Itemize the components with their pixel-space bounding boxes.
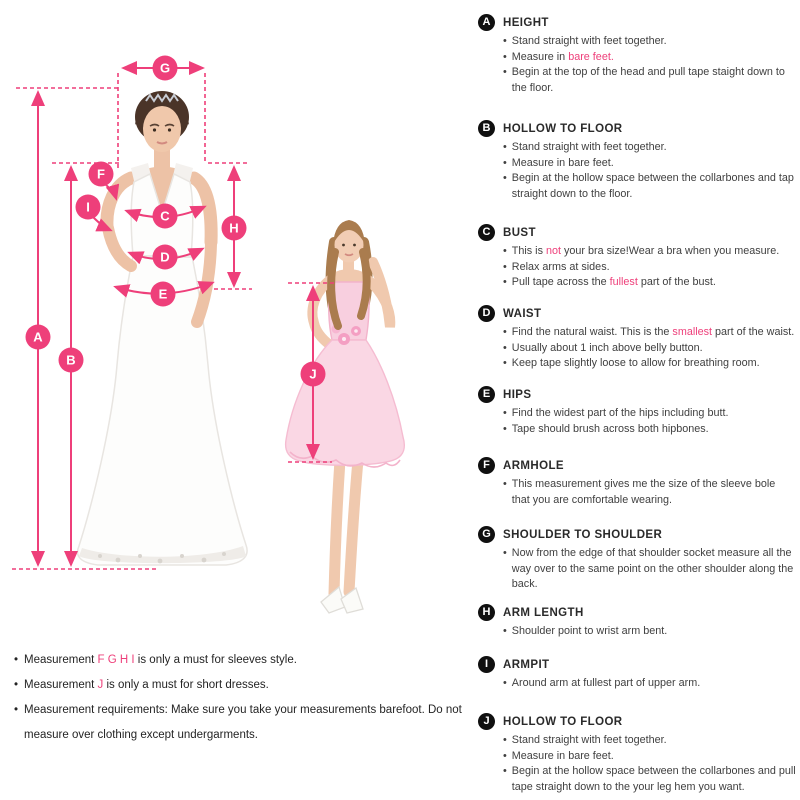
section-header [478, 526, 796, 543]
section-title: ARMPIT [503, 658, 550, 671]
svg-text:D: D [160, 249, 170, 265]
section-title: HOLLOW TO FLOOR [503, 715, 623, 728]
section-letter-badge: B [478, 120, 495, 137]
bullet-text: Begin at the hollow space between the collarbones and pull tape straight down to the your leg hem you want. [511, 765, 796, 793]
bullet-dot: • [503, 749, 507, 762]
measurement-section-H [478, 604, 796, 640]
section-header [478, 386, 796, 403]
diagram-badge-J [301, 362, 326, 387]
instruction-bullet [503, 260, 796, 276]
instruction-bullet [503, 676, 796, 692]
svg-text:I: I [86, 199, 90, 215]
diagram-badge-D [153, 245, 178, 270]
bullet-text: Now from the edge of that shoulder socket measure all the way over to the same point on the other shoulder along the back. [511, 547, 794, 590]
bullet-dot: • [503, 326, 507, 338]
short-dress-model-figure [286, 220, 405, 613]
bullet-dot: • [503, 141, 507, 153]
diagram-badge-B [59, 348, 84, 373]
instruction-bullet [503, 764, 796, 795]
instruction-bullet [503, 341, 796, 357]
bullet-text: This is not your bra size!Wear a bra when you measure. [511, 245, 780, 257]
bullet-dot: • [503, 35, 507, 47]
instruction-bullet [14, 673, 466, 698]
section-title: WAIST [503, 307, 542, 320]
svg-text:B: B [66, 352, 76, 368]
section-letter-badge: F [478, 457, 495, 474]
section-bullets [503, 676, 796, 692]
measurement-section-B [478, 120, 796, 202]
diagram-badge-A [26, 325, 51, 350]
bullet-dot: • [503, 734, 507, 746]
section-letter-badge: G [478, 526, 495, 543]
section-bullets [503, 406, 796, 437]
section-title: HOLLOW TO FLOOR [503, 122, 623, 135]
instruction-bullet [14, 648, 466, 673]
section-bullets [503, 140, 796, 202]
instruction-bullet [503, 422, 796, 438]
section-title: SHOULDER TO SHOULDER [503, 528, 663, 541]
instruction-bullet [503, 171, 796, 202]
section-header [478, 120, 796, 137]
section-letter-badge: H [478, 604, 495, 621]
svg-text:C: C [160, 208, 170, 224]
instruction-bullet [503, 34, 796, 50]
instruction-bullet [503, 406, 796, 422]
bullet-dot: • [503, 172, 507, 184]
diagram-badge-C [153, 204, 178, 229]
section-bullets [503, 34, 796, 96]
bullet-dot: • [14, 654, 19, 666]
instruction-bullet [503, 546, 796, 593]
bullet-dot: • [503, 478, 507, 490]
section-bullets [503, 733, 796, 795]
measurement-section-E [478, 386, 796, 437]
bullet-dot: • [503, 765, 507, 777]
bullet-dot: • [14, 704, 19, 716]
measurement-section-G [478, 526, 796, 593]
instruction-bullet [14, 698, 466, 748]
instruction-bullet [503, 156, 796, 172]
bullet-text: Stand straight with feet together. [511, 734, 667, 746]
bullet-dot: • [503, 422, 507, 435]
instruction-bullet [503, 244, 796, 260]
bullet-text: Find the widest part of the hips including butt. [511, 407, 729, 419]
measurement-section-F [478, 457, 796, 508]
svg-text:G: G [159, 60, 171, 76]
section-letter-badge: A [478, 14, 495, 31]
bullet-text: Measure in bare feet. [511, 50, 614, 63]
diagram-badge-F [89, 162, 114, 187]
measurement-section-I [478, 656, 796, 692]
bullet-text: Stand straight with feet together. [511, 35, 667, 47]
diagram-badge-H [222, 216, 247, 241]
instruction-bullet [503, 275, 796, 291]
section-letter-badge: I [478, 656, 495, 673]
bullet-dot: • [503, 625, 507, 637]
bullet-text: Keep tape slightly loose to allow for breathing room. [511, 357, 760, 369]
section-letter-badge: J [478, 713, 495, 730]
instruction-bullet [503, 749, 796, 765]
diagram-badge-I [76, 195, 101, 220]
section-header [478, 457, 796, 474]
instruction-bullet [503, 733, 796, 749]
svg-text:E: E [158, 286, 168, 302]
bullet-dot: • [503, 341, 507, 354]
section-title: BUST [503, 226, 536, 239]
bullet-dot: • [503, 50, 507, 63]
measurement-section-A [478, 14, 796, 96]
section-bullets [503, 325, 796, 372]
section-bullets [503, 477, 796, 508]
bullet-text: Measure in bare feet. [511, 749, 614, 762]
section-title: ARM LENGTH [503, 606, 584, 619]
measurement-section-D [478, 305, 796, 372]
measurement-diagram [0, 0, 470, 660]
bullet-dot: • [14, 679, 19, 691]
instruction-bullet [503, 50, 796, 66]
instruction-bullet [503, 140, 796, 156]
section-header [478, 604, 796, 621]
bullet-text: Shoulder point to wrist arm bent. [511, 625, 668, 637]
instruction-bullet [503, 325, 796, 341]
measurement-section-C [478, 224, 796, 291]
svg-text:A: A [33, 329, 43, 345]
section-header [478, 305, 796, 322]
instruction-bullet [503, 356, 796, 372]
bullet-text: Around arm at fullest part of upper arm. [511, 677, 701, 689]
bullet-dot: • [503, 677, 507, 689]
svg-text:F: F [97, 166, 105, 182]
bullet-dot: • [503, 547, 507, 559]
svg-text:J: J [309, 366, 317, 382]
diagram-badge-G [153, 56, 178, 81]
bullet-text: Begin at the top of the head and pull tape staight down to the floor. [511, 66, 785, 94]
bullet-text: Stand straight with feet together. [511, 141, 667, 153]
section-header [478, 14, 796, 31]
bullet-text: This measurement gives me the size of the sleeve bole that you are comfortable wearing. [511, 478, 776, 506]
bullet-text: Measure in bare feet. [511, 156, 614, 169]
section-title: HEIGHT [503, 16, 549, 29]
bullet-text: Pull tape across the fullest part of the bust. [511, 276, 716, 288]
footnotes [14, 648, 466, 748]
section-header [478, 224, 796, 241]
bullet-dot: • [503, 260, 507, 273]
section-bullets [503, 624, 796, 640]
section-bullets [503, 546, 796, 593]
measurement-section-J [478, 713, 796, 795]
section-title: HIPS [503, 388, 532, 401]
bullet-text: Measurement requirements: Make sure you take your measurements barefoot. Do not measure over clothing except undergarments. [24, 704, 462, 741]
bullet-dot: • [503, 245, 507, 257]
bullet-text: Find the natural waist. This is the smallest part of the waist. [511, 326, 795, 338]
bullet-text: Tape should brush across both hipbones. [511, 422, 709, 435]
instruction-bullet [503, 65, 796, 96]
bullet-dot: • [503, 66, 507, 78]
bullet-dot: • [503, 357, 507, 369]
section-header [478, 713, 796, 730]
bullet-text: Usually about 1 inch above belly button. [511, 341, 703, 354]
section-header [478, 656, 796, 673]
section-letter-badge: E [478, 386, 495, 403]
bullet-dot: • [503, 156, 507, 169]
bullet-text: Measurement F G H I is only a must for sleeves style. [24, 654, 297, 666]
section-letter-badge: C [478, 224, 495, 241]
bullet-text: Begin at the hollow space between the collarbones and tap straight down to the floor. [511, 172, 794, 200]
section-bullets [503, 244, 796, 291]
section-title: ARMHOLE [503, 459, 564, 472]
instruction-bullet [503, 477, 796, 508]
diagram-badge-E [151, 282, 176, 307]
bullet-text: Measurement J is only a must for short dresses. [24, 679, 269, 691]
section-letter-badge: D [478, 305, 495, 322]
instruction-bullet [503, 624, 796, 640]
bullet-dot: • [503, 276, 507, 288]
bullet-text: Relax arms at sides. [511, 260, 610, 273]
svg-text:H: H [229, 220, 239, 236]
bullet-dot: • [503, 407, 507, 419]
